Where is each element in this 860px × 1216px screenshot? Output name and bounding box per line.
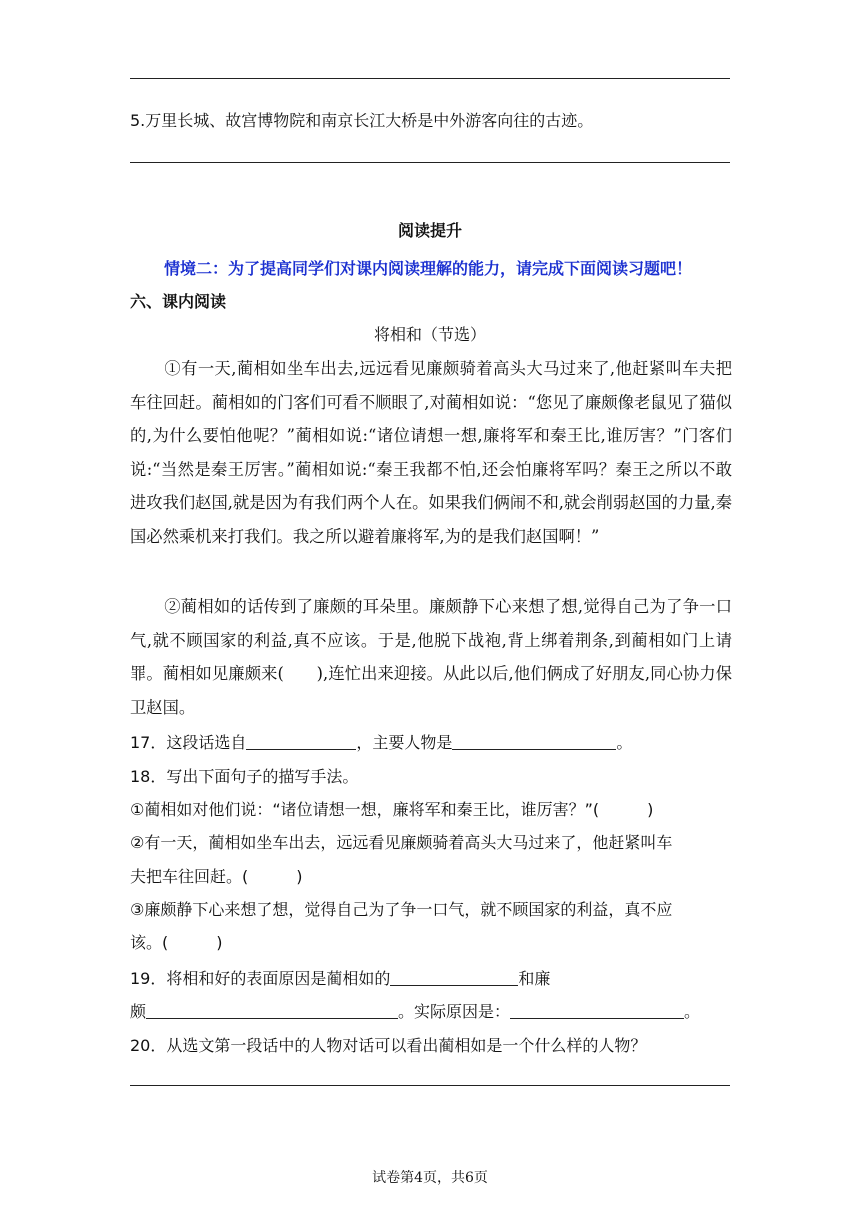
question-18-item-2-cont: 夫把车往回赶。( ) [130,867,303,886]
question-18: 18．写出下面句子的描写手法。 [130,767,359,786]
paragraph-text: ①有一天,蔺相如坐车出去,远远看见廉颇骑着高头大马过来了,他赶紧叫车夫把车往回赶。蔺相如的门客们可看不顺眼了,对蔺相如说：“您见了廉颇像老鼠见了猫似的,为什么要怕他呢？”蔺相如说:“诸位请想一想,廉将军和秦王比,谁厉害？”门客们说:“当然是秦王厉害。”蔺相如说:“秦王我都不怕,还会怕廉将军吗？秦王之所以不敢进攻我们赵国,就是因为有我们两个人在。如果我们俩闹不和,就会削弱赵国的力量,秦国必然乘机来打我们。我之所以避着廉将军,为的是我们赵国啊！” [130,359,732,546]
question-text: 和廉 [518,969,551,988]
question-19 [130,968,550,990]
question-18-item-1: ①蔺相如对他们说：“诸位请想一想，廉将军和秦王比，谁厉害？”( ) [130,800,654,819]
question-17 [130,732,632,754]
page-footer: 试卷第4页，共6页 [372,1170,488,1186]
question-text: 。实际原因是： [398,1002,511,1021]
question-20: 20．从选文第一段话中的人物对话可以看出蔺相如是一个什么样的人物？ [130,1036,647,1055]
question-18-item-3: ③廉颇静下心来想了想，觉得自己为了争一口气，就不顾国家的利益，真不应 [130,900,673,919]
sentence-item: 5.万里长城、故宫博物院和南京长江大桥是中外游客向往的古迹。 [130,111,594,130]
scenario-text: 情境二：为了提高同学们对课内阅读理解的能力，请完成下面阅读习题吧！ [164,259,693,278]
question-18-item-2: ②有一天，蔺相如坐车出去，远远看见廉颇骑着高头大马过来了，他赶紧叫车 [130,833,673,852]
answer-blank[interactable] [390,969,518,986]
question-text: 。 [684,1002,701,1021]
part-title: 六、课内阅读 [130,292,227,311]
answer-blank[interactable] [146,1002,398,1019]
question-text: ，主要人物是 [356,733,453,752]
answer-line [130,78,730,79]
paragraph-text: ②蔺相如的话传到了廉颇的耳朵里。廉颇静下心来想了想,觉得自己为了争一口气,就不顾国家的利益,真不应该。于是,他脱下战袍,背上绑着荆条,到蔺相如门上请罪。蔺相如见廉颇来( ),连忙出来迎接。从此以后,他们俩成了好朋友,同心协力保卫赵国。 [130,597,732,717]
question-text: 19．将相和好的表面原因是蔺相如的 [130,969,391,988]
question-text: 颇 [130,1002,147,1021]
passage-paragraph-1 [130,352,732,553]
answer-line [130,162,730,163]
question-19-cont [130,1001,700,1023]
question-18-item-3-cont: 该。( ) [130,933,223,952]
question-text: 17．这段话选自 [130,733,247,752]
answer-blank[interactable] [246,733,356,750]
passage-title: 将相和（节选） [373,325,486,344]
section-heading: 阅读提升 [397,221,462,240]
passage-paragraph-2 [130,590,732,724]
answer-line[interactable] [130,1085,730,1086]
answer-blank[interactable] [452,733,616,750]
question-text: 。 [616,733,633,752]
answer-blank[interactable] [510,1002,684,1019]
